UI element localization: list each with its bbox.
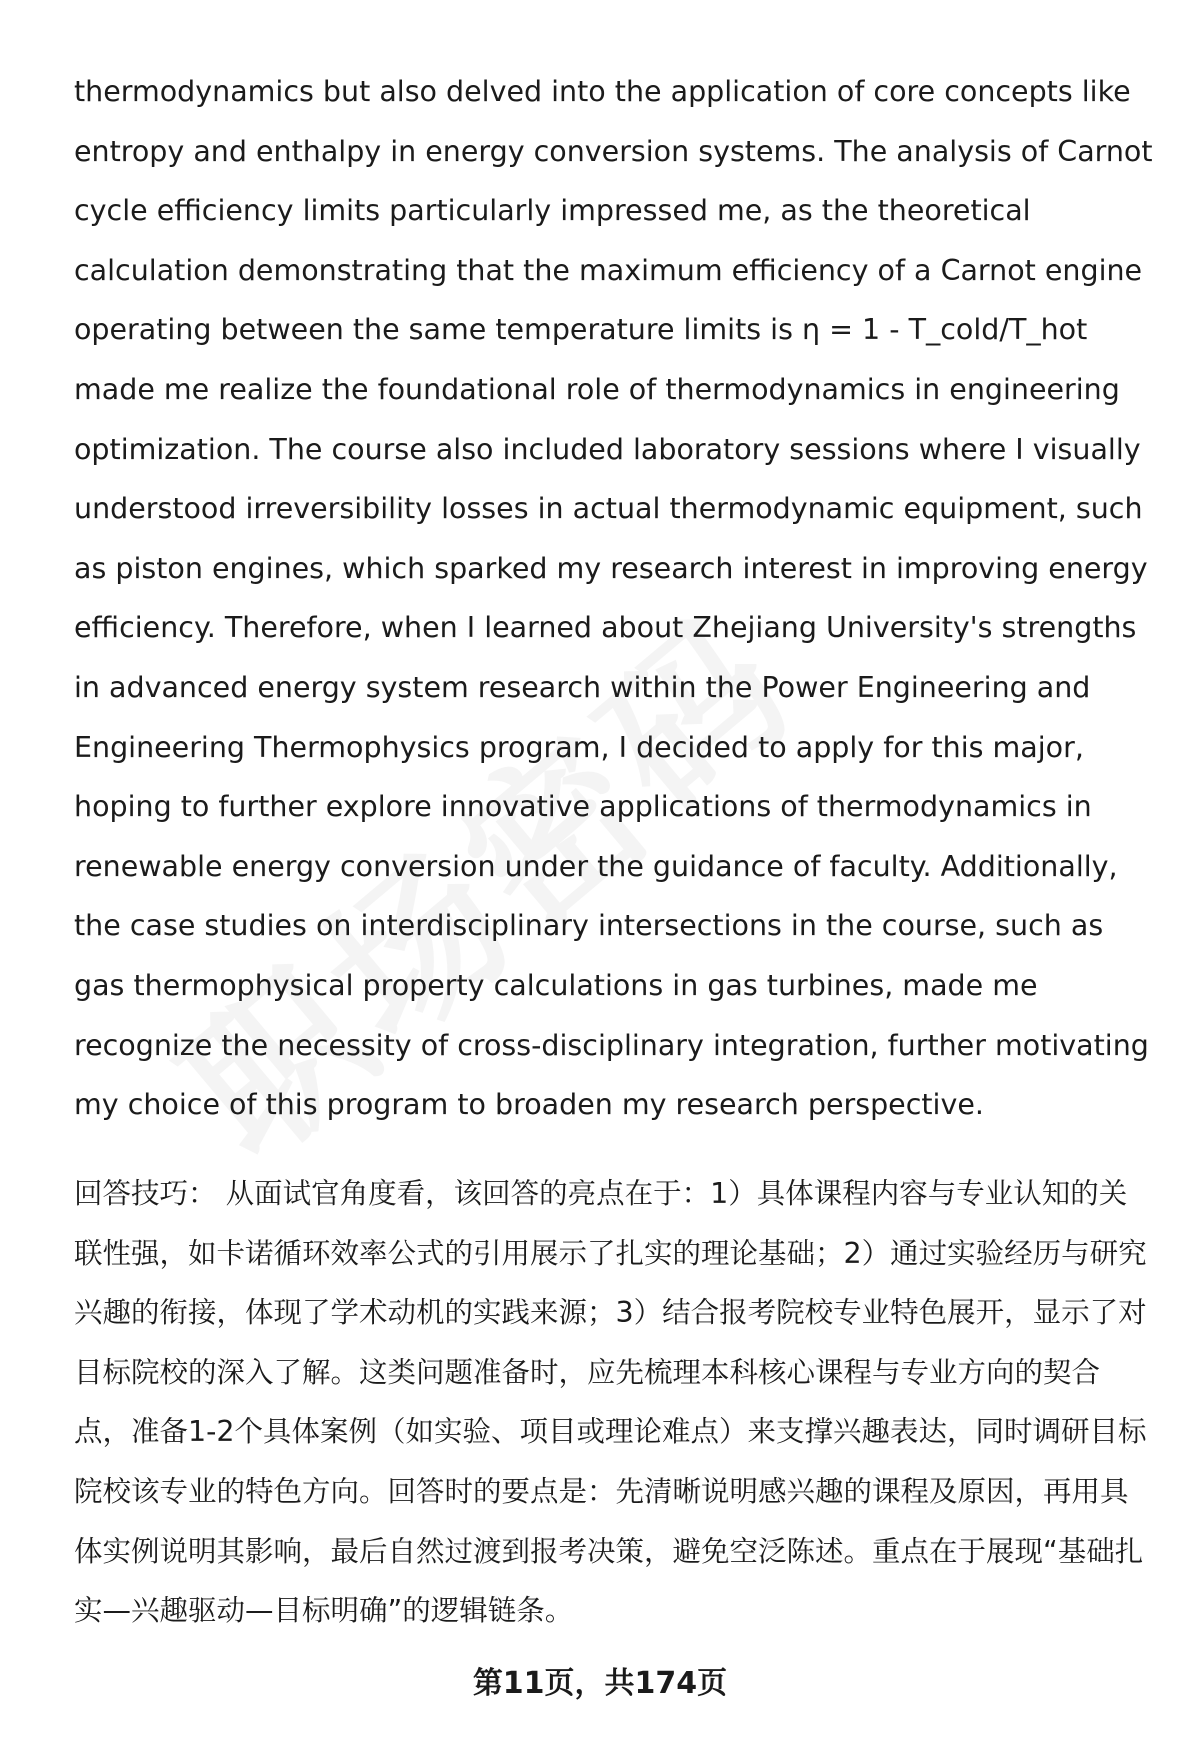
answer-tip-paragraph	[74, 1164, 1152, 1641]
answer-tip-label: 回答技巧：	[74, 1177, 217, 1210]
page-number-footer: 第11页，共174页	[472, 1666, 728, 1701]
body-paragraph: thermodynamics but also delved into the application of core concepts like entropy and enthalpy in energy conversion systems. The analysis of Carnot cycle efficiency limits particularly impressed me, as the theoretical calculation demonstrating that the maximum efficiency of a Carnot engine operating between the same temperature limits is η = 1 - T_cold/T_hot made me realize the foundational role of thermodynamics in engineering optimization. The course also included laboratory sessions where I visually understood irreversibility losses in actual thermodynamic equipment, such as piston engines, which sparked my research interest in improving energy efficiency. Therefore, when I learned about Zhejiang University's strengths in advanced energy system research within the Power Engineering and Engineering Thermophysics program, I decided to apply for this major, hoping to further explore innovative applications of thermodynamics in renewable energy conversion under the guidance of faculty. Additionally, the case studies on interdisciplinary intersections in the course, such as gas thermophysical property calculations in gas turbines, made me recognize the necessity of cross-disciplinary integration, further motivating my choice of this program to broaden my research perspective.	[74, 75, 1153, 1122]
answer-tip-text: 从面试官角度看，该回答的亮点在于：1）具体课程内容与专业认知的关联性强，如卡诺循环效率公式的引用展示了扎实的理论基础；2）通过实验经历与研究兴趣的衔接，体现了学术动机的实践来源；3）结合报考院校专业特色展开，显示了对目标院校的深入了解。这类问题准备时，应先梳理本科核心课程与专业方向的契合点，准备1-2个具体案例（如实验、项目或理论难点）来支撑兴趣表达，同时调研目标院校该专业的特色方向。回答时的要点是：先清晰说明感兴趣的课程及原因，再用具体实例说明其影响，最后自然过渡到报考决策，避免空泛陈述。重点在于展现“基础扎实—兴趣驱动—目标明确”的逻辑链条。	[74, 1177, 1147, 1628]
